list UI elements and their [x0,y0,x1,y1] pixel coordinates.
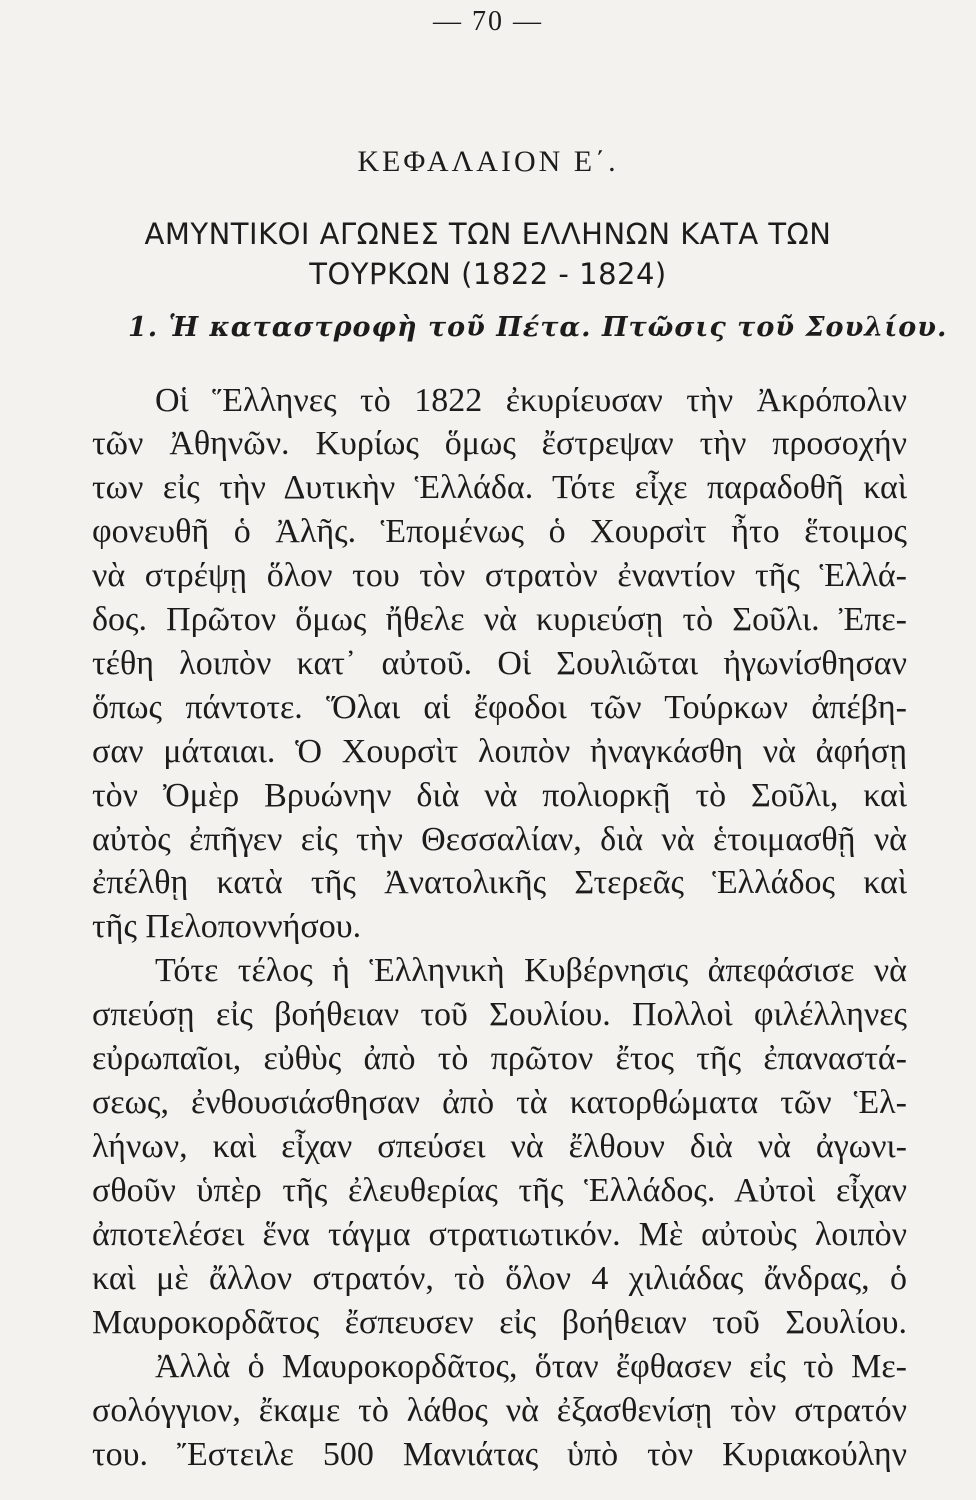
body-line: τέθη λοιπὸν κατ᾽ αὐτοῦ. Οἱ Σουλιῶται ἠγωνίσθησαν [92,645,907,682]
chapter-title: ΚΕΦΑΛΑΙΟΝ Ε΄. [357,145,619,178]
body-line: καὶ μὲ ἄλλον στρατόν, τὸ ὅλον 4 χιλιάδας ἄνδρας, ὁ [92,1260,907,1297]
body-line: φονευθῆ ὁ Ἀλῆς. Ἑπομένως ὁ Χουρσὶτ ἦτο ἕτοιμος [92,513,907,550]
body-line: τῶν Ἀθηνῶν. Κυρίως ὅμως ἔστρεψαν τὴν προσοχήν [92,425,907,462]
body-line: Μαυροκορδᾶτος ἔσπευσεν εἰς βοήθειαν τοῦ Σουλίου. [92,1304,907,1341]
body-line: λήνων, καὶ εἶχαν σπεύσει νὰ ἔλθουν διὰ νὰ ἀγωνι- [92,1128,907,1165]
section-heading-line-2: ΤΟΥΡΚΩΝ (1822 - 1824) [309,257,667,291]
body-line: ὅπως πάντοτε. Ὅλαι αἱ ἔφοδοι τῶν Τούρκων ἀπέβη- [92,689,907,726]
body-line: του. Ἔστειλε 500 Μανιάτας ὑπὸ τὸν Κυριακούλην [92,1436,907,1473]
body-line: Ἀλλὰ ὁ Μαυροκορδᾶτος, ὅταν ἔφθασεν εἰς τὸ Με- [155,1348,907,1385]
body-line: εὐρωπαῖοι, εὐθὺς ἀπὸ τὸ πρῶτον ἔτος τῆς ἐπαναστά- [92,1040,907,1077]
body-line: ἀποτελέσει ἕνα τάγμα στρατιωτικόν. Μὲ αὐτοὺς λοιπὸν [92,1216,907,1253]
body-line: σεως, ἐνθουσιάσθησαν ἀπὸ τὰ κατορθώματα τῶν Ἑλ- [92,1084,907,1121]
body-line: των εἰς τὴν Δυτικὴν Ἑλλάδα. Τότε εἶχε παραδοθῆ καὶ [92,469,907,506]
body-line: Οἱ Ἕλληνες τὸ 1822 ἐκυρίευσαν τὴν Ἀκρόπολιν [155,382,907,419]
body-line: ἐπέλθῃ κατὰ τῆς Ἀνατολικῆς Στερεᾶς Ἑλλάδος καὶ [92,864,907,901]
body-line: σθοῦν ὑπὲρ τῆς ἐλευθερίας τῆς Ἑλλάδος. Αὐτοὶ εἶχαν [92,1172,907,1209]
page-number: — 70 — [433,6,543,37]
body-line: αὐτὸς ἐπῆγεν εἰς τὴν Θεσσαλίαν, διὰ νὰ ἑτοιμασθῇ νὰ [92,821,907,858]
body-line: τὸν Ὀμὲρ Βρυώνην διὰ νὰ πολιορκῇ τὸ Σοῦλι, καὶ [92,777,907,814]
body-line: Τότε τέλος ἡ Ἑλληνικὴ Κυβέρνησις ἀπεφάσισε νὰ [155,952,907,989]
body-line: σαν μάταιαι. Ὁ Χουρσὶτ λοιπὸν ἠναγκάσθη νὰ ἀφήσῃ [92,733,907,770]
body-line: νὰ στρέψῃ ὅλον του τὸν στρατὸν ἐναντίον τῆς Ἑλλά- [92,557,907,594]
section-heading-line-1: ΑΜΥΝΤΙΚΟΙ ΑΓΩΝΕΣ ΤΩΝ ΕΛΛΗΝΩΝ ΚΑΤΑ ΤΩΝ [144,217,832,251]
subheading: 1. Ἡ καταστροφὴ τοῦ Πέτα. Πτῶσις τοῦ Σουλίου. [128,312,948,343]
body-line: σπεύσῃ εἰς βοήθειαν τοῦ Σουλίου. Πολλοὶ φιλέλληνες [92,996,907,1033]
body-line: σολόγγιον, ἔκαμε τὸ λάθος νὰ ἐξασθενίσῃ τὸν στρατόν [92,1392,907,1429]
body-line: δος. Πρῶτον ὅμως ἤθελε νὰ κυριεύσῃ τὸ Σοῦλι. Ἐπε- [92,601,907,638]
body-line: τῆς Πελοποννήσου. [92,908,362,945]
